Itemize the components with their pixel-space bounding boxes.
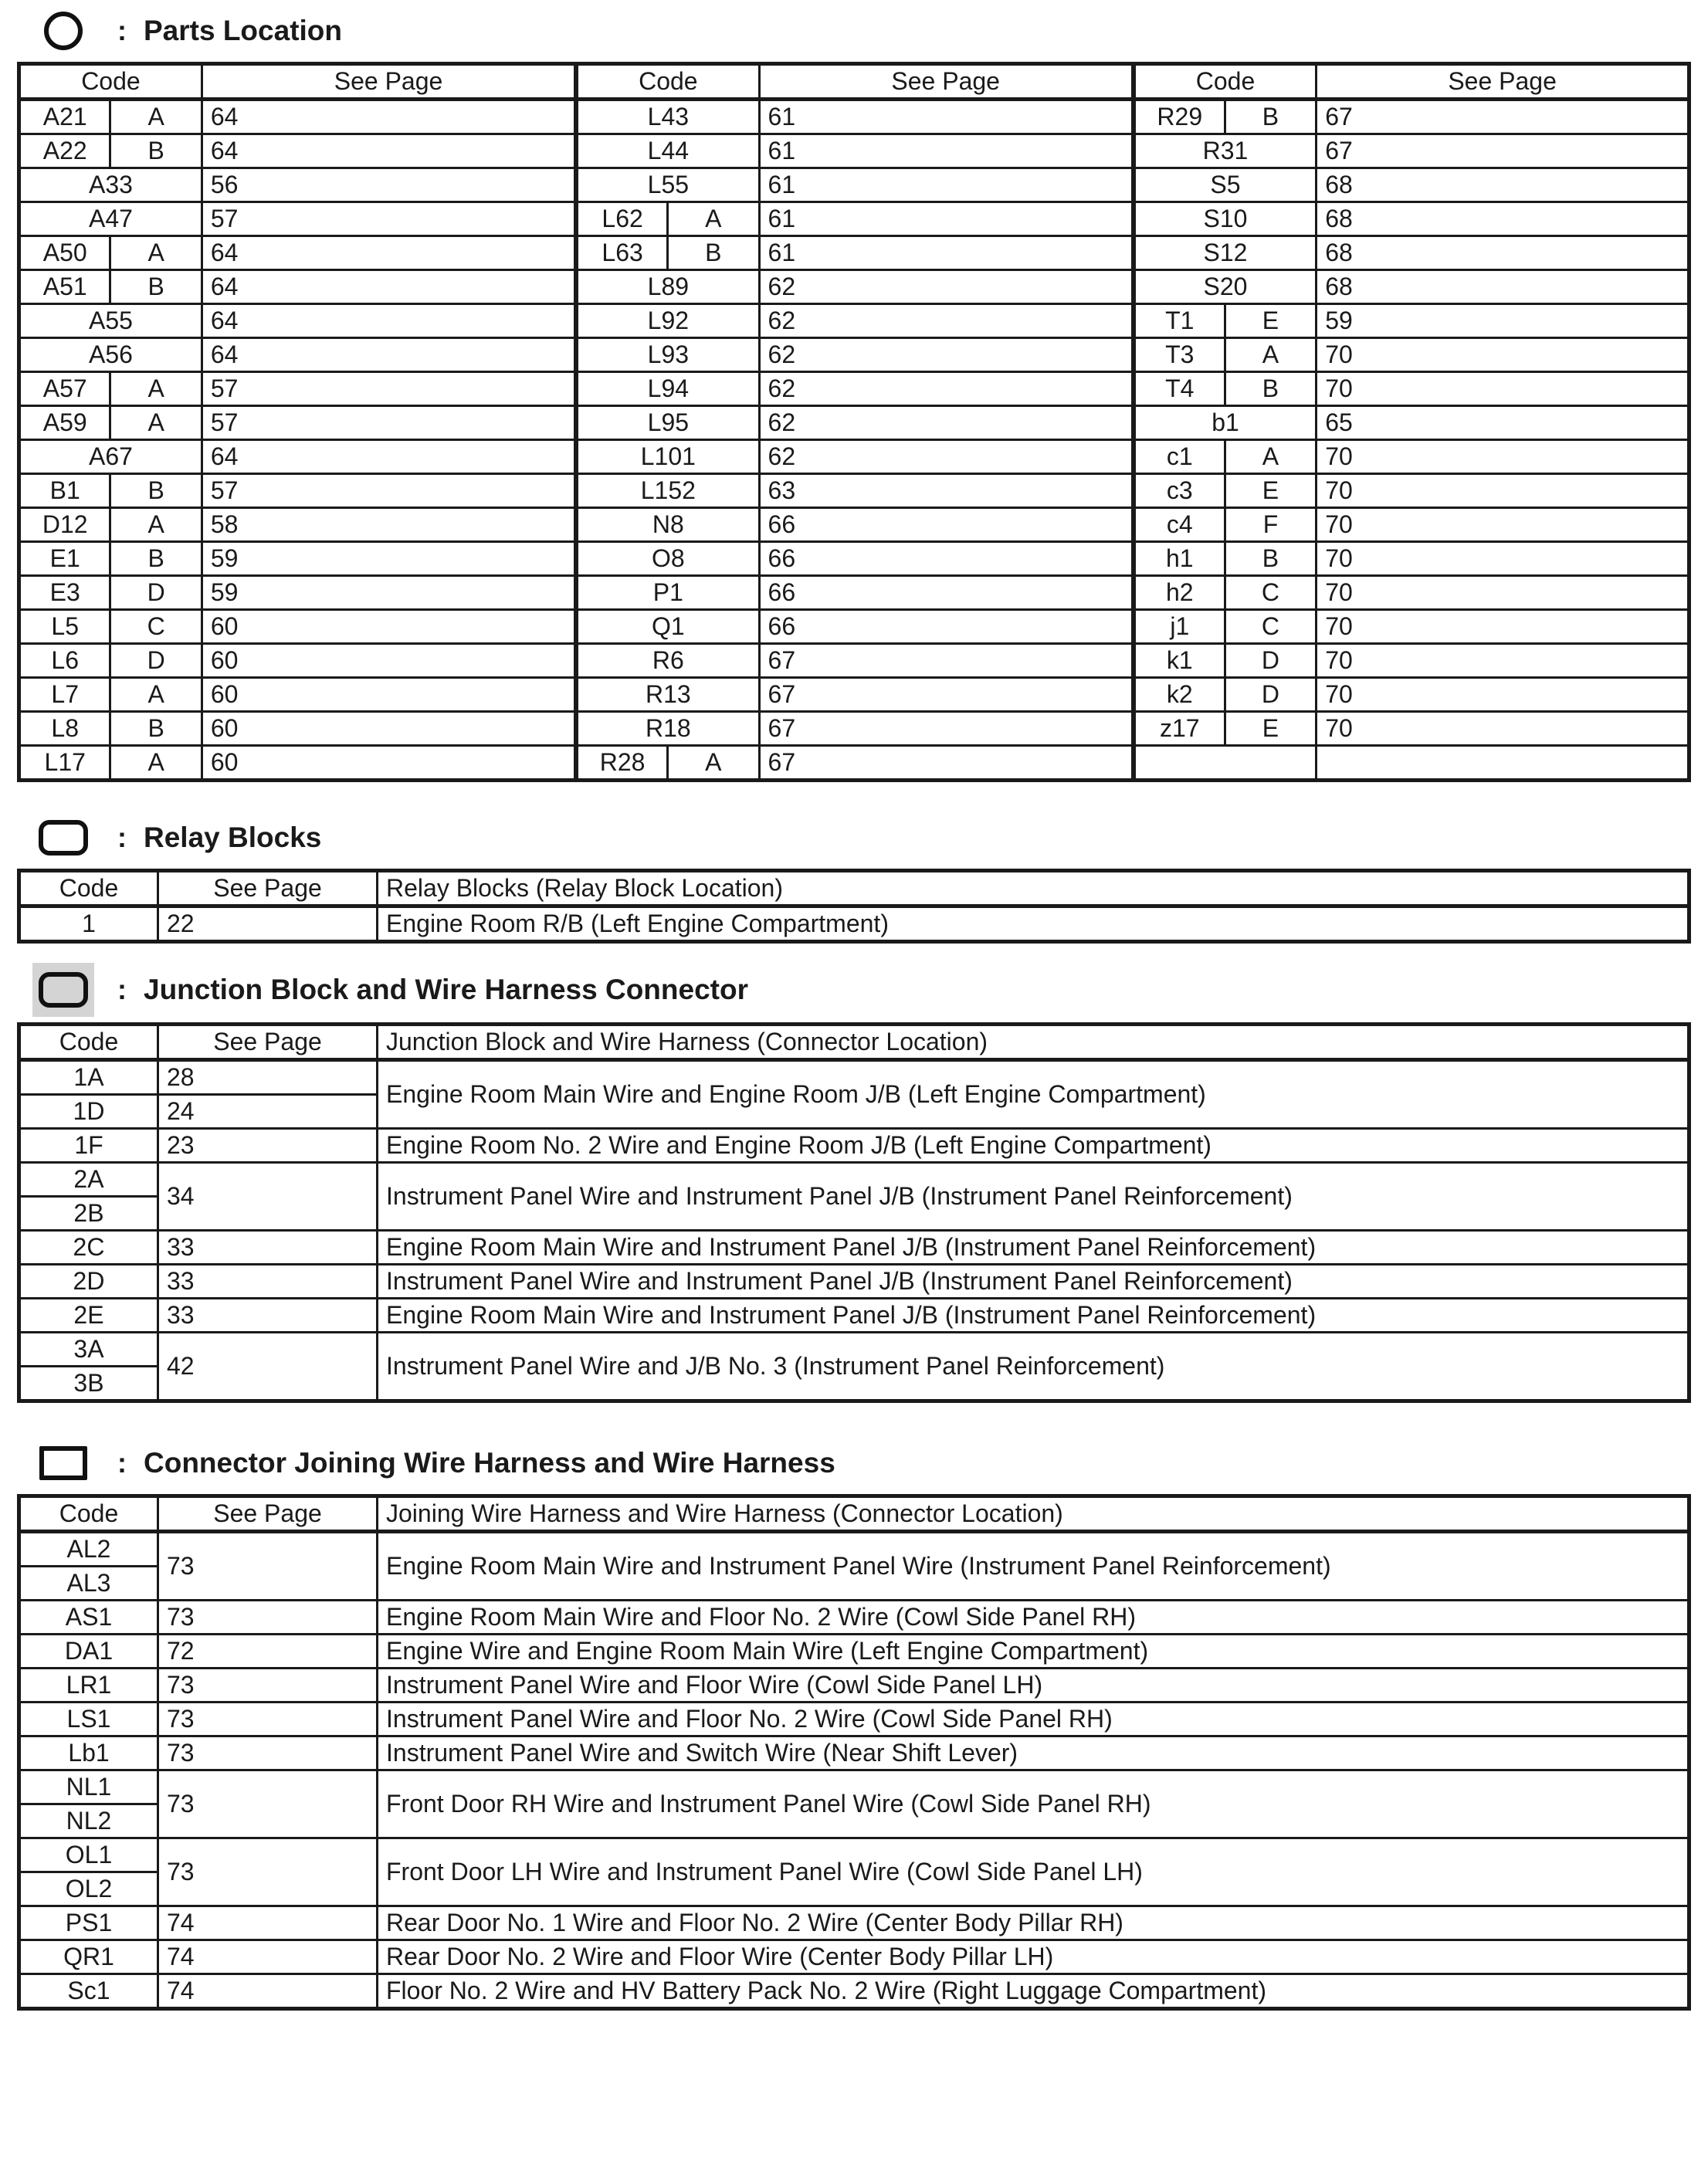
- code-column-header: Code: [19, 64, 202, 100]
- part-suffix: A: [110, 100, 202, 134]
- see-page-value: 60: [202, 610, 576, 644]
- part-code: R29: [1134, 100, 1225, 134]
- connector-joining-header-row: [19, 1496, 1689, 1532]
- table-row: [19, 746, 1689, 781]
- part-code: O8: [576, 542, 759, 576]
- relay-blocks-table: [17, 869, 1691, 944]
- see-page-value: 59: [202, 542, 576, 576]
- table-row: [19, 1770, 1689, 1804]
- table-row: [19, 440, 1689, 474]
- part-code: j1: [1134, 610, 1225, 644]
- location-description: Instrument Panel Wire and Floor Wire (Cowl Side Panel LH): [378, 1669, 1689, 1703]
- see-page-value: 70: [1317, 678, 1689, 712]
- see-page-value: 63: [759, 474, 1134, 508]
- connector-code: LR1: [19, 1669, 158, 1703]
- see-page-value: 67: [759, 678, 1134, 712]
- part-code: R18: [576, 712, 759, 746]
- part-code: L44: [576, 134, 759, 168]
- see-page-value: 67: [759, 644, 1134, 678]
- connector-symbol-icon: [32, 1436, 94, 1490]
- connector-code: 3B: [19, 1367, 158, 1401]
- see-page-value: 70: [1317, 610, 1689, 644]
- see-page-value: 42: [158, 1333, 378, 1401]
- table-row: [19, 168, 1689, 202]
- table-row: [19, 1333, 1689, 1367]
- table-row: [19, 372, 1689, 406]
- part-code: c4: [1134, 508, 1225, 542]
- table-row: [19, 678, 1689, 712]
- table-row: [19, 338, 1689, 372]
- code-column-header: Code: [1134, 64, 1317, 100]
- see-page-value: 70: [1317, 440, 1689, 474]
- part-code: A67: [19, 440, 202, 474]
- see-page-value: 57: [202, 372, 576, 406]
- part-suffix: A: [1225, 440, 1316, 474]
- see-page-value: 72: [158, 1635, 378, 1669]
- see-page-value: 73: [158, 1669, 378, 1703]
- parts-location-header: [17, 0, 1691, 62]
- part-code: A50: [19, 236, 110, 270]
- part-suffix: D: [110, 576, 202, 610]
- table-row: [19, 1635, 1689, 1669]
- table-row: [19, 304, 1689, 338]
- connector-code: Lb1: [19, 1736, 158, 1770]
- part-code: R31: [1134, 134, 1317, 168]
- junction-blocks-header-row: [19, 1025, 1689, 1060]
- location-description: Instrument Panel Wire and Instrument Panel J/B (Instrument Panel Reinforcement): [378, 1265, 1689, 1299]
- part-code: L17: [19, 746, 110, 781]
- location-description: Front Door LH Wire and Instrument Panel Wire (Cowl Side Panel LH): [378, 1838, 1689, 1906]
- part-code: L89: [576, 270, 759, 304]
- part-code: A55: [19, 304, 202, 338]
- part-suffix: A: [110, 236, 202, 270]
- part-code: L95: [576, 406, 759, 440]
- part-code: R6: [576, 644, 759, 678]
- junction-blocks-title: Junction Block and Wire Harness Connector: [144, 974, 748, 1005]
- see-page-value: 62: [759, 406, 1134, 440]
- connector-code: 2D: [19, 1265, 158, 1299]
- part-suffix: B: [110, 474, 202, 508]
- part-code: h2: [1134, 576, 1225, 610]
- part-code: T3: [1134, 338, 1225, 372]
- see-page-value: 57: [202, 202, 576, 236]
- table-row: [19, 610, 1689, 644]
- location-description: Rear Door No. 1 Wire and Floor No. 2 Wire (Center Body Pillar RH): [378, 1906, 1689, 1940]
- location-column-header: Relay Blocks (Relay Block Location): [378, 871, 1689, 906]
- connector-code: 1A: [19, 1060, 158, 1095]
- part-code: Q1: [576, 610, 759, 644]
- see-page-value: 65: [1317, 406, 1689, 440]
- connector-code: 3A: [19, 1333, 158, 1367]
- see-page-value: 67: [759, 712, 1134, 746]
- connector-code: AL3: [19, 1567, 158, 1601]
- part-suffix: E: [1225, 712, 1316, 746]
- connector-code: 2E: [19, 1299, 158, 1333]
- see-page-value: 70: [1317, 372, 1689, 406]
- see-page-column-header: See Page: [158, 1025, 378, 1060]
- part-code: L152: [576, 474, 759, 508]
- part-code: A47: [19, 202, 202, 236]
- part-code: L6: [19, 644, 110, 678]
- part-code: L94: [576, 372, 759, 406]
- table-row: [19, 1231, 1689, 1265]
- see-page-value: 62: [759, 372, 1134, 406]
- see-page-value: 70: [1317, 576, 1689, 610]
- see-page-column-header: See Page: [158, 871, 378, 906]
- table-row: [19, 406, 1689, 440]
- connector-code: AS1: [19, 1601, 158, 1635]
- see-page-column-header: See Page: [1317, 64, 1689, 100]
- part-suffix: A: [110, 372, 202, 406]
- see-page-value: 68: [1317, 202, 1689, 236]
- part-suffix: C: [110, 610, 202, 644]
- see-page-value: 61: [759, 100, 1134, 134]
- see-page-value: 73: [158, 1736, 378, 1770]
- see-page-value: 62: [759, 440, 1134, 474]
- connector-code: 2B: [19, 1197, 158, 1231]
- see-page-value: 70: [1317, 644, 1689, 678]
- see-page-value: 64: [202, 304, 576, 338]
- part-code: S5: [1134, 168, 1317, 202]
- connector-joining-table: [17, 1494, 1691, 2011]
- see-page-value: 33: [158, 1265, 378, 1299]
- part-code: L63: [576, 236, 667, 270]
- part-suffix: C: [1225, 576, 1316, 610]
- table-row: [19, 1703, 1689, 1736]
- see-page-value: 73: [158, 1770, 378, 1838]
- see-page-value: 73: [158, 1703, 378, 1736]
- see-page-value: 64: [202, 440, 576, 474]
- circle-symbol-icon: [32, 4, 94, 58]
- code-column-header: Code: [19, 871, 158, 906]
- location-description: Instrument Panel Wire and Instrument Panel J/B (Instrument Panel Reinforcement): [378, 1163, 1689, 1231]
- location-description: Instrument Panel Wire and Switch Wire (Near Shift Lever): [378, 1736, 1689, 1770]
- section-colon: :: [117, 1447, 127, 1479]
- connector-code: PS1: [19, 1906, 158, 1940]
- relay-blocks-header-row: [19, 871, 1689, 906]
- connector-code: QR1: [19, 1940, 158, 1974]
- part-code: S20: [1134, 270, 1317, 304]
- section-colon: :: [117, 15, 127, 46]
- part-suffix: A: [668, 202, 759, 236]
- see-page-value: 74: [158, 1940, 378, 1974]
- location-description: Engine Room R/B (Left Engine Compartment): [378, 906, 1689, 942]
- see-page-value: 67: [759, 746, 1134, 781]
- part-code: R28: [576, 746, 667, 781]
- part-suffix: F: [1225, 508, 1316, 542]
- table-row: [19, 576, 1689, 610]
- location-column-header: Junction Block and Wire Harness (Connector Location): [378, 1025, 1689, 1060]
- see-page-value: 34: [158, 1163, 378, 1231]
- connector-code: Sc1: [19, 1974, 158, 2009]
- see-page-value: 66: [759, 610, 1134, 644]
- see-page-value: 73: [158, 1532, 378, 1601]
- part-suffix: D: [110, 644, 202, 678]
- table-row: [19, 542, 1689, 576]
- location-description: Engine Room Main Wire and Instrument Panel Wire (Instrument Panel Reinforcement): [378, 1532, 1689, 1601]
- see-page-value: 67: [1317, 134, 1689, 168]
- connector-code: OL1: [19, 1838, 158, 1872]
- part-code: c1: [1134, 440, 1225, 474]
- part-suffix: C: [1225, 610, 1316, 644]
- part-suffix: A: [1225, 338, 1316, 372]
- see-page-value: 59: [1317, 304, 1689, 338]
- see-page-value: 24: [158, 1095, 378, 1129]
- table-row: [19, 134, 1689, 168]
- part-suffix: A: [110, 678, 202, 712]
- part-code: L62: [576, 202, 667, 236]
- see-page-value: 66: [759, 508, 1134, 542]
- table-row: [19, 236, 1689, 270]
- table-row: [19, 1163, 1689, 1197]
- part-code: L101: [576, 440, 759, 474]
- part-code: z17: [1134, 712, 1225, 746]
- parts-location-header-row: [19, 64, 1689, 100]
- part-suffix: B: [110, 134, 202, 168]
- see-page-value: 64: [202, 134, 576, 168]
- part-code: D12: [19, 508, 110, 542]
- table-row: [19, 1669, 1689, 1703]
- see-page-value: 70: [1317, 474, 1689, 508]
- see-page-value: 61: [759, 202, 1134, 236]
- see-page-value: 74: [158, 1906, 378, 1940]
- see-page-value: 60: [202, 712, 576, 746]
- part-code: b1: [1134, 406, 1317, 440]
- table-row: [19, 474, 1689, 508]
- see-page-value: 66: [759, 542, 1134, 576]
- part-code: k1: [1134, 644, 1225, 678]
- see-page-value: 68: [1317, 168, 1689, 202]
- location-description: Floor No. 2 Wire and HV Battery Pack No. 2 Wire (Right Luggage Compartment): [378, 1974, 1689, 2009]
- table-row: [19, 1601, 1689, 1635]
- see-page-value: 64: [202, 236, 576, 270]
- table-row: [19, 202, 1689, 236]
- see-page-value: 67: [1317, 100, 1689, 134]
- table-row: [19, 1974, 1689, 2009]
- section-colon: :: [117, 822, 127, 853]
- location-description: Front Door RH Wire and Instrument Panel Wire (Cowl Side Panel RH): [378, 1770, 1689, 1838]
- part-suffix: A: [110, 746, 202, 781]
- relay-blocks-header: [17, 807, 1691, 869]
- part-code: A21: [19, 100, 110, 134]
- table-row: [19, 1940, 1689, 1974]
- location-description: Instrument Panel Wire and Floor No. 2 Wire (Cowl Side Panel RH): [378, 1703, 1689, 1736]
- part-suffix: A: [110, 508, 202, 542]
- see-page-value: 33: [158, 1299, 378, 1333]
- see-page-column-header: See Page: [158, 1496, 378, 1532]
- see-page-value: 57: [202, 474, 576, 508]
- see-page-value: 33: [158, 1231, 378, 1265]
- location-description: Engine Wire and Engine Room Main Wire (Left Engine Compartment): [378, 1635, 1689, 1669]
- table-row: [19, 100, 1689, 134]
- part-code: A57: [19, 372, 110, 406]
- connector-code: 1F: [19, 1129, 158, 1163]
- location-description: Engine Room Main Wire and Instrument Panel J/B (Instrument Panel Reinforcement): [378, 1299, 1689, 1333]
- table-row: [19, 1906, 1689, 1940]
- see-page-value: 28: [158, 1060, 378, 1095]
- see-page-column-header: See Page: [202, 64, 576, 100]
- page: [17, 0, 1691, 2011]
- part-suffix: A: [668, 746, 759, 781]
- part-suffix: B: [110, 542, 202, 576]
- connector-code: NL2: [19, 1804, 158, 1838]
- connector-code: 2C: [19, 1231, 158, 1265]
- part-code: A33: [19, 168, 202, 202]
- part-code: [1134, 746, 1317, 781]
- see-page-value: 22: [158, 906, 378, 942]
- see-page-value: 64: [202, 270, 576, 304]
- see-page-value: 68: [1317, 236, 1689, 270]
- part-code: c3: [1134, 474, 1225, 508]
- see-page-value: 61: [759, 236, 1134, 270]
- connector-code: AL2: [19, 1532, 158, 1567]
- relay-blocks-title: Relay Blocks: [144, 822, 322, 853]
- see-page-value: 66: [759, 576, 1134, 610]
- location-description: Engine Room Main Wire and Instrument Panel J/B (Instrument Panel Reinforcement): [378, 1231, 1689, 1265]
- part-code: T1: [1134, 304, 1225, 338]
- see-page-value: 60: [202, 678, 576, 712]
- part-code: L92: [576, 304, 759, 338]
- part-code: A59: [19, 406, 110, 440]
- see-page-value: 64: [202, 100, 576, 134]
- see-page-value: 57: [202, 406, 576, 440]
- table-row: [19, 1299, 1689, 1333]
- table-row: [19, 1838, 1689, 1872]
- part-suffix: E: [1225, 304, 1316, 338]
- table-row: [19, 1060, 1689, 1095]
- part-code: L93: [576, 338, 759, 372]
- location-description: Instrument Panel Wire and J/B No. 3 (Instrument Panel Reinforcement): [378, 1333, 1689, 1401]
- junction-block-symbol-icon: [32, 963, 94, 1017]
- table-row: [19, 1129, 1689, 1163]
- see-page-value: 68: [1317, 270, 1689, 304]
- connector-joining-header: [17, 1432, 1691, 1494]
- table-row: [19, 1265, 1689, 1299]
- part-suffix: B: [1225, 372, 1316, 406]
- part-code: E1: [19, 542, 110, 576]
- code-column-header: Code: [19, 1025, 158, 1060]
- junction-blocks-table: [17, 1022, 1691, 1403]
- see-page-value: 62: [759, 338, 1134, 372]
- part-code: L43: [576, 100, 759, 134]
- relay-block-symbol-icon: [32, 811, 94, 865]
- part-suffix: D: [1225, 644, 1316, 678]
- part-suffix: B: [110, 712, 202, 746]
- table-row: [19, 906, 1689, 942]
- see-page-column-header: See Page: [759, 64, 1134, 100]
- see-page-value: 70: [1317, 508, 1689, 542]
- part-code: L7: [19, 678, 110, 712]
- connector-joining-title: Connector Joining Wire Harness and Wire Harness: [144, 1447, 835, 1479]
- see-page-value: 60: [202, 746, 576, 781]
- table-row: [19, 712, 1689, 746]
- part-code: T4: [1134, 372, 1225, 406]
- location-description: Rear Door No. 2 Wire and Floor Wire (Center Body Pillar LH): [378, 1940, 1689, 1974]
- location-description: Engine Room No. 2 Wire and Engine Room J/B (Left Engine Compartment): [378, 1129, 1689, 1163]
- part-suffix: B: [1225, 100, 1316, 134]
- part-code: B1: [19, 474, 110, 508]
- part-suffix: D: [1225, 678, 1316, 712]
- see-page-value: [1317, 746, 1689, 781]
- location-description: Engine Room Main Wire and Floor No. 2 Wire (Cowl Side Panel RH): [378, 1601, 1689, 1635]
- see-page-value: 61: [759, 134, 1134, 168]
- part-suffix: E: [1225, 474, 1316, 508]
- see-page-value: 59: [202, 576, 576, 610]
- part-code: L5: [19, 610, 110, 644]
- table-row: [19, 270, 1689, 304]
- part-suffix: A: [110, 406, 202, 440]
- part-code: k2: [1134, 678, 1225, 712]
- connector-code: OL2: [19, 1872, 158, 1906]
- part-code: N8: [576, 508, 759, 542]
- code-column-header: Code: [19, 1496, 158, 1532]
- table-row: [19, 508, 1689, 542]
- part-suffix: B: [1225, 542, 1316, 576]
- connector-code: LS1: [19, 1703, 158, 1736]
- part-code: h1: [1134, 542, 1225, 576]
- connector-code: DA1: [19, 1635, 158, 1669]
- see-page-value: 62: [759, 270, 1134, 304]
- see-page-value: 70: [1317, 712, 1689, 746]
- see-page-value: 73: [158, 1601, 378, 1635]
- part-code: A51: [19, 270, 110, 304]
- table-row: [19, 1736, 1689, 1770]
- table-row: [19, 644, 1689, 678]
- section-colon: :: [117, 974, 127, 1005]
- see-page-value: 61: [759, 168, 1134, 202]
- see-page-value: 74: [158, 1974, 378, 2009]
- see-page-value: 73: [158, 1838, 378, 1906]
- part-code: S10: [1134, 202, 1317, 236]
- parts-location-table: [17, 62, 1691, 782]
- see-page-value: 58: [202, 508, 576, 542]
- see-page-value: 64: [202, 338, 576, 372]
- table-row: [19, 1532, 1689, 1567]
- part-code: R13: [576, 678, 759, 712]
- see-page-value: 70: [1317, 542, 1689, 576]
- part-suffix: B: [110, 270, 202, 304]
- code-column-header: Code: [576, 64, 759, 100]
- connector-code: 1D: [19, 1095, 158, 1129]
- part-code: L55: [576, 168, 759, 202]
- part-code: E3: [19, 576, 110, 610]
- part-suffix: B: [668, 236, 759, 270]
- part-code: P1: [576, 576, 759, 610]
- see-page-value: 70: [1317, 338, 1689, 372]
- location-column-header: Joining Wire Harness and Wire Harness (Connector Location): [378, 1496, 1689, 1532]
- part-code: L8: [19, 712, 110, 746]
- location-description: Engine Room Main Wire and Engine Room J/B (Left Engine Compartment): [378, 1060, 1689, 1129]
- see-page-value: 60: [202, 644, 576, 678]
- parts-location-title: Parts Location: [144, 15, 342, 46]
- see-page-value: 62: [759, 304, 1134, 338]
- connector-code: 1: [19, 906, 158, 942]
- part-code: A22: [19, 134, 110, 168]
- junction-blocks-header: [17, 957, 1691, 1022]
- part-code: S12: [1134, 236, 1317, 270]
- see-page-value: 23: [158, 1129, 378, 1163]
- part-code: A56: [19, 338, 202, 372]
- connector-code: 2A: [19, 1163, 158, 1197]
- see-page-value: 56: [202, 168, 576, 202]
- connector-code: NL1: [19, 1770, 158, 1804]
